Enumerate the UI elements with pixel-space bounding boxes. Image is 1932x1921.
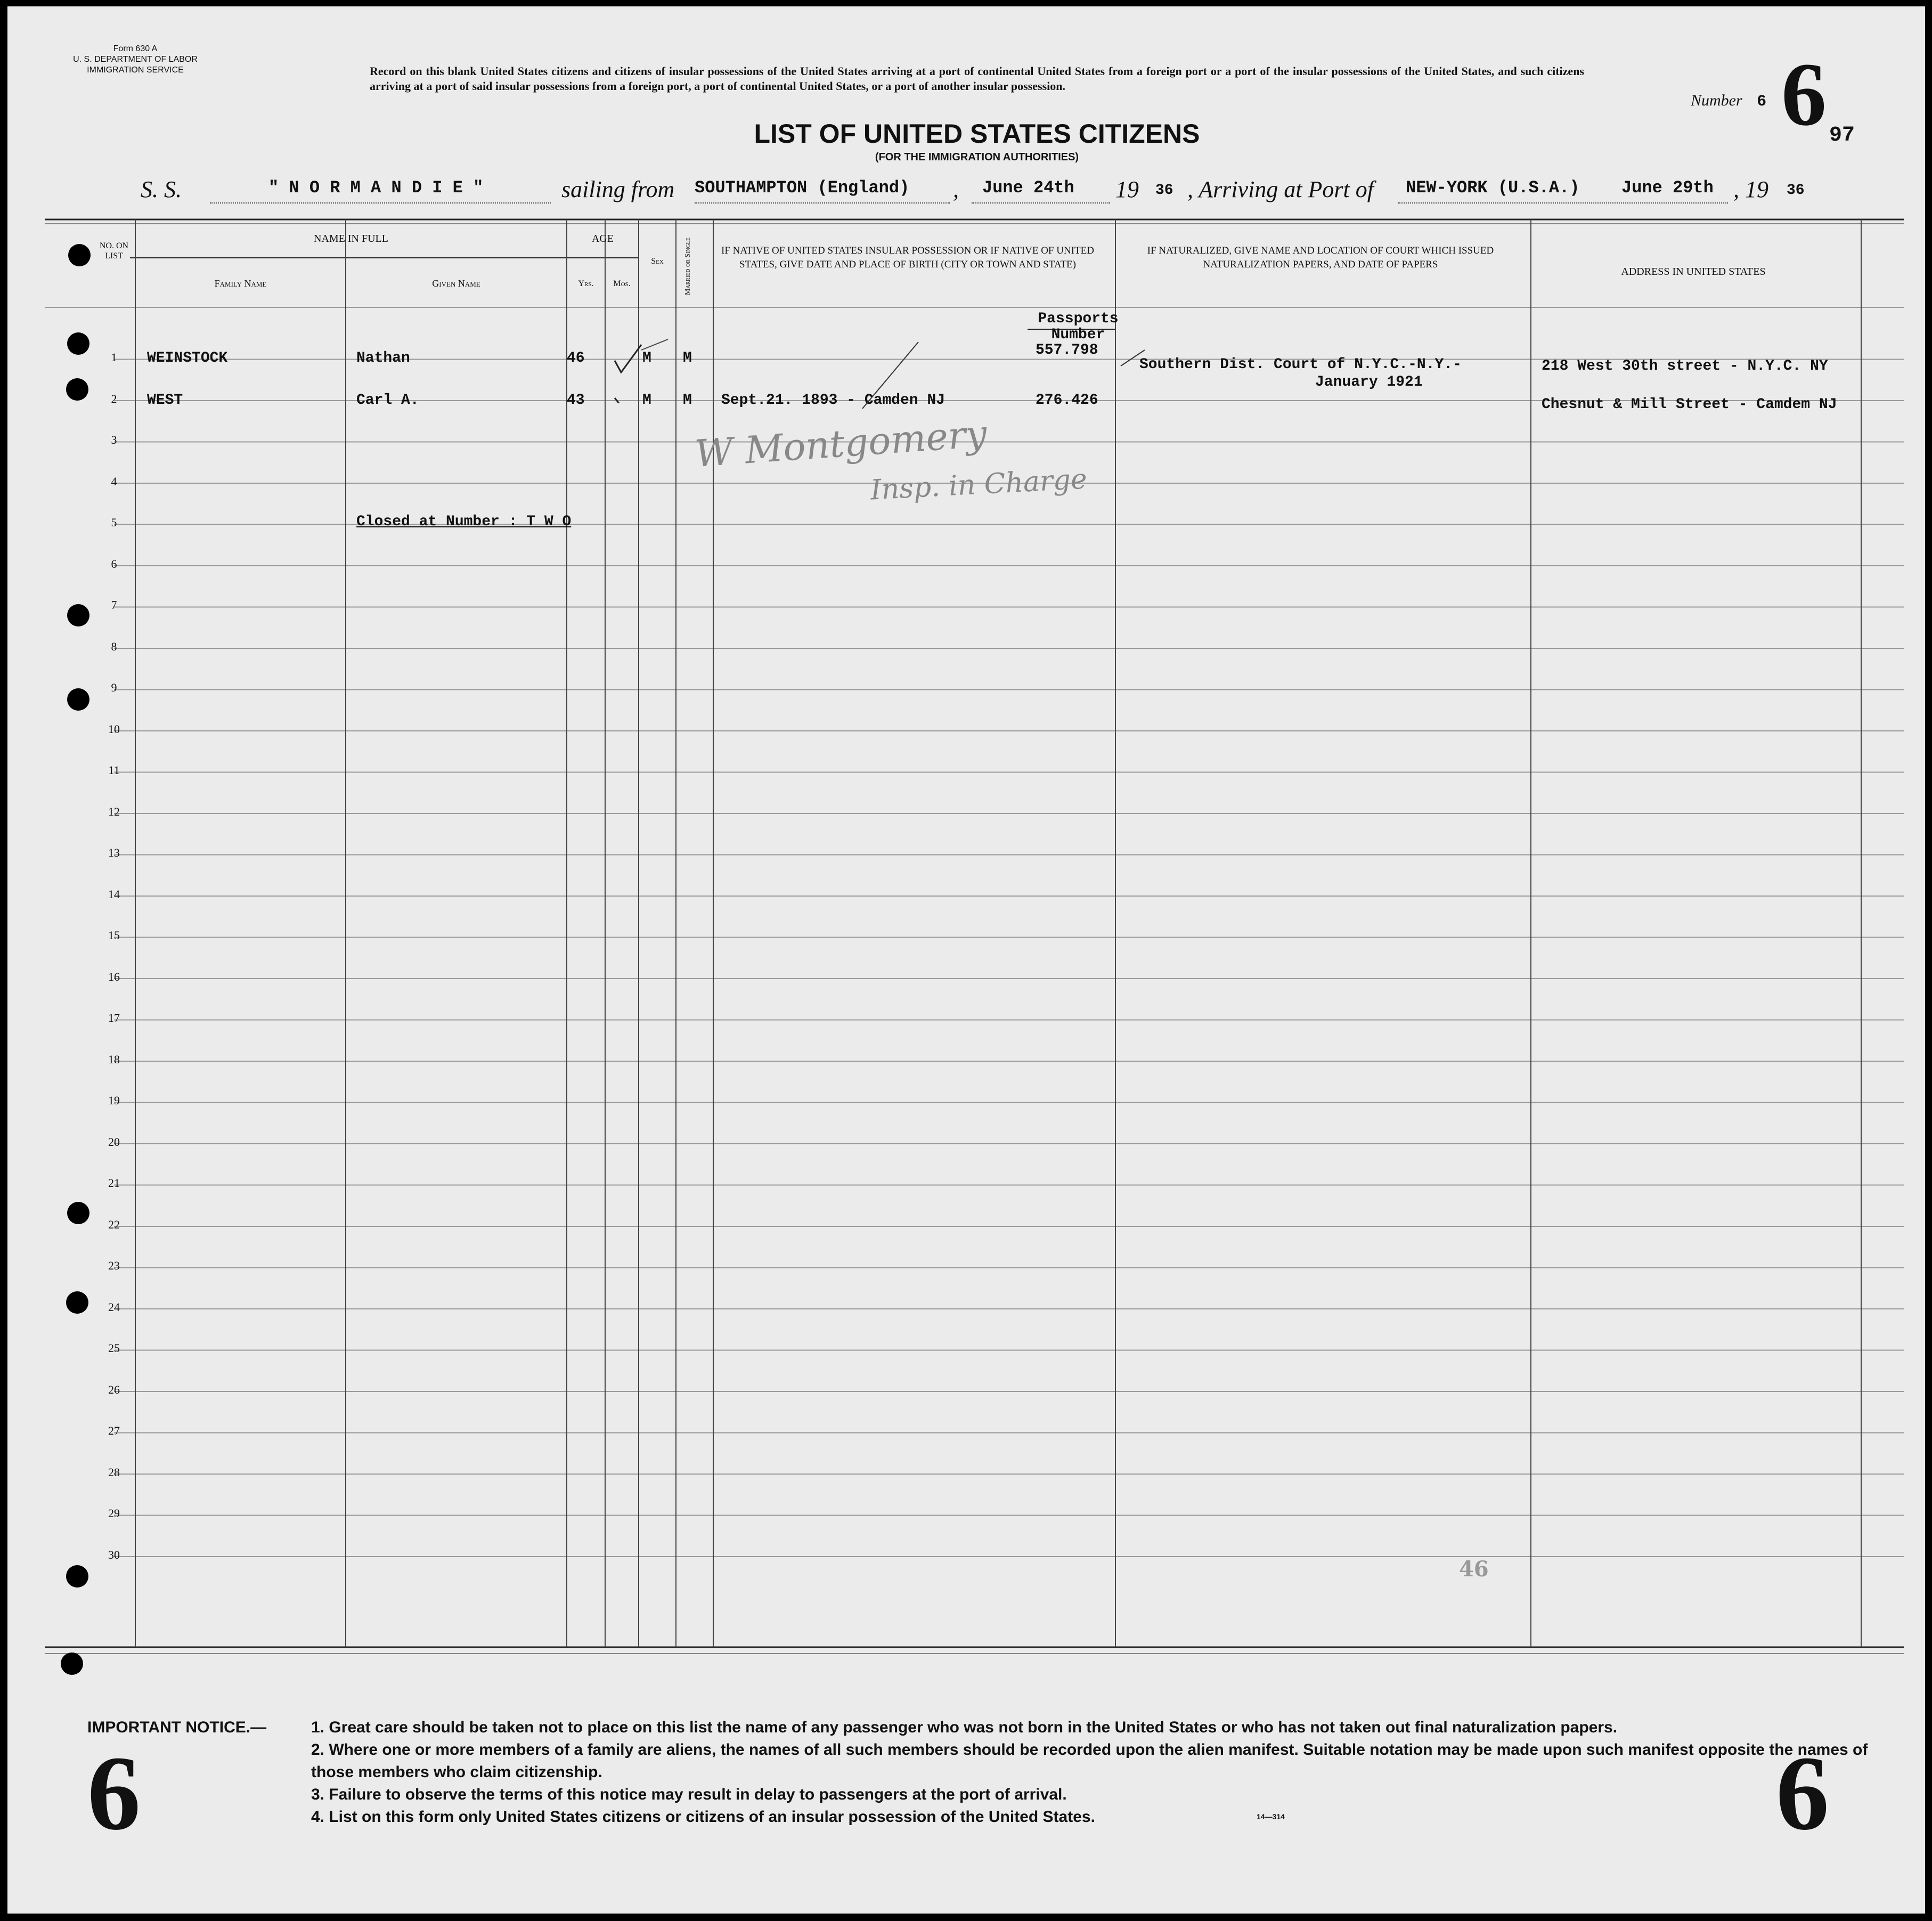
arrival-port: NEW-YORK (U.S.A.) <box>1406 178 1580 198</box>
departure-year-prefix: 19 <box>1115 176 1139 202</box>
form-instructions: Record on this blank United States citizens and citizens of insular possessions of the United States arriving at a port of continental United States from a foreign port or a port of the insular possessions of the United States, and such citizens arriving at a port of said insular possessions from a foreign port, a port of continental United States, or a port of another insular possession. <box>370 64 1584 93</box>
row-number: 9 <box>111 681 117 694</box>
ship-name: " N O R M A N D I E " <box>268 178 484 198</box>
row-number: 10 <box>108 722 120 736</box>
row-number: 4 <box>111 474 117 488</box>
pencil-stroke <box>860 337 924 411</box>
arrival-year-prefix: , 19 <box>1733 176 1768 202</box>
signature-title: Insp. in Charge <box>869 463 1088 507</box>
sheet-number-big: 6 <box>1781 44 1827 144</box>
sheet-number-extra: 97 <box>1829 124 1855 148</box>
row-number: 29 <box>108 1507 120 1520</box>
row-number: 27 <box>108 1424 120 1437</box>
row-number: 22 <box>108 1217 120 1231</box>
row-number: 2 <box>111 392 117 405</box>
header-family-name: Family Name <box>214 278 267 289</box>
sailing-from-label: sailing from <box>561 176 675 202</box>
passport-header: Passports Number <box>1038 311 1119 343</box>
notice-item: 2. Where one or more members of a family are aliens, the names of all such members should be recorded upon the alien manifest. Suitable notation may be made upon such manifest opposite the names of those members who claim citizenship. <box>311 1741 1868 1781</box>
notice-lead: IMPORTANT NOTICE.— <box>87 1719 267 1736</box>
page-subtitle: (FOR THE IMMIGRATION AUTHORITIES) <box>875 151 1079 163</box>
header-given-name: Given Name <box>432 278 480 289</box>
entry-address: 218 West 30th street - N.Y.C. NY <box>1542 358 1828 375</box>
manifest-grid <box>7 6 1925 1914</box>
header-mos: Mos. <box>613 279 631 288</box>
ss-label: S. S. <box>141 176 182 202</box>
form-code: 14—314 <box>1257 1812 1285 1821</box>
row-number: 24 <box>108 1300 120 1314</box>
number-small: 6 <box>1757 93 1767 111</box>
row-number: 14 <box>108 887 120 901</box>
header-address: ADDRESS IN UNITED STATES <box>1621 266 1766 278</box>
header-sex: Sex <box>651 257 664 266</box>
entry-address: Chesnut & Mill Street - Camdem NJ <box>1542 396 1837 413</box>
row-number: 19 <box>108 1094 120 1107</box>
row-number: 8 <box>111 639 117 653</box>
arriving-label: , Arriving at Port of <box>1187 176 1374 202</box>
row-number: 6 <box>111 557 117 571</box>
entry-birth: Sept.21. 1893 - Camden NJ <box>721 392 945 409</box>
departure-year: 36 <box>1155 182 1173 199</box>
check-mark-icon <box>615 345 641 372</box>
row-number: 26 <box>108 1382 120 1396</box>
entry-marital-status: M <box>683 392 692 409</box>
entry-marital-status: M <box>683 350 692 367</box>
header-naturalized: IF NATURALIZED, GIVE NAME AND LOCATION OF COURT WHICH ISSUED NATURALIZATION PAPERS, AND DATE OF PAPERS <box>1147 245 1494 270</box>
stamp-number: 46 <box>1459 1557 1489 1582</box>
row-number: 15 <box>108 929 120 942</box>
entry-passport-number: 557.798 <box>1036 342 1098 359</box>
row-number: 3 <box>111 433 117 446</box>
entry-court-date: January 1921 <box>1315 374 1423 390</box>
entry-sex: M <box>642 392 651 409</box>
row-number: 20 <box>108 1135 120 1149</box>
header-birth: IF NATIVE OF UNITED STATES INSULAR POSSESSION OR IF NATIVE OF UNITED STATES, GIVE DATE AND PLACE OF BIRTH (CITY OR TOWN AND STATE) <box>721 245 1094 270</box>
entry-sex: M <box>642 350 651 367</box>
header-yrs: Yrs. <box>578 279 594 288</box>
row-number: 12 <box>108 804 120 818</box>
corner-digit-left: 6 <box>87 1735 141 1852</box>
entry-given-name: Carl A. <box>356 392 419 409</box>
entry-family-name: WEINSTOCK <box>147 350 228 367</box>
row-number: 7 <box>111 598 117 612</box>
entry-age-years: 43 <box>567 392 585 409</box>
signature: W Montgomery <box>693 411 989 476</box>
page-title: LIST OF UNITED STATES CITIZENS <box>754 119 1200 149</box>
row-number: 18 <box>108 1052 120 1066</box>
closed-note: Closed at Number : T W O <box>356 514 572 530</box>
number-label: Number 6 <box>1691 92 1767 111</box>
pencil-stroke <box>1118 347 1150 369</box>
arrival-year: 36 <box>1787 182 1805 199</box>
header-name-in-full: NAME IN FULL <box>314 233 388 245</box>
row-number: 11 <box>108 763 120 777</box>
check-mark-icon <box>615 398 621 403</box>
row-number: 17 <box>108 1011 120 1024</box>
check-marks <box>609 339 673 403</box>
header-age: AGE <box>591 233 614 245</box>
notice-item: 4. List on this form only United States citizens or citizens of an insular possession of the United States. <box>311 1808 1095 1826</box>
notice-item: 3. Failure to observe the terms of this notice may result in delay to passengers at the port of arrival. <box>311 1786 1067 1803</box>
departure-port: SOUTHAMPTON (England) <box>695 178 910 198</box>
row-number: 13 <box>108 846 120 859</box>
row-number: 21 <box>108 1176 120 1190</box>
document-sheet: Form 630 A U. S. DEPARTMENT OF LABOR IMMIGRATION SERVICE Record on this blank United States citizens and citizens of insular possessions of the United States arriving at a port of continental United States from a foreign port or a port of the insular possessions of the United States, and such citizens arriving at a port of said insular possessions from a foreign port, a port of continental United States, or a port of another insular possession. Number 6 6 97 LIST OF UNITED STATES CITIZENS (FOR THE IMMIGRATION AUTHORITIES) S. S. " N O R M A N D I E " sailing from SOUTHAMPTON (England) , June 24th 19 36 , Arriving at Port of NEW-YORK (U.S.A.) June 29th , 19 36 NO. ON LIST NAME IN FULL Family Name Given Name AGE Yrs. Mos. Sex Married or Single IF NATIVE OF UNITED STATES INSULAR POSSESSION OR IF NATIVE OF UNITED STATES, GIVE DATE AND PLACE OF BIRTH (CITY OR TOWN AND STATE) IF NATURALIZED, GIVE NAME AND LOCATION OF COURT WHICH ISSUED NATURALIZATION PAPERS, AND DATE OF PAPERS ADDRESS IN UNITED STATES Passports Number 1 2 3 4 5 6 7 8 9 10 11 12 13 14 15 16 17 18 19 20 21 22 23 24 25 26 27 28 29 30 WEINSTOCK Nathan 46 M M 557.798 Southern Dist. Court of N.Y.C.-N.Y.- January 1921 218 West 30th street - N.Y.C. NY WEST Carl A. 43 M M Sept.21. 1893 - Camden NJ 276.426 Chesnut & Mill Street - Camdem NJ Closed at Number : T W O W Montgomery Insp. in Charge 46 IMPORTANT NOTICE.— 1. Great care should be taken not to place on this list the name of any passenger who was not born in the United States or who has not taken out final naturalization papers. 2. Where one or more members of a family are aliens, the names of all such members should be recorded upon the alien manifest. Suitable notation may be made upon such manifest opposite the names of those members who claim citizenship. 3. Failure to observe the terms of this notice may result in delay to passengers at the port of arrival. 4. List on this form only United States citizens or citizens of an insular possession of the United States. 14—314 6 6 <box>7 6 1925 1914</box>
row-number: 16 <box>108 970 120 983</box>
row-number: 23 <box>108 1259 120 1272</box>
arrival-date: June 29th <box>1621 178 1714 198</box>
notice-item: 1. Great care should be taken not to place on this list the name of any passenger who was not born in the United States or who has not taken out final naturalization papers. <box>311 1719 1618 1736</box>
row-number: 30 <box>108 1548 120 1561</box>
department: U. S. DEPARTMENT OF LABOR <box>73 55 198 64</box>
entry-court: Southern Dist. Court of N.Y.C.-N.Y.- <box>1139 356 1462 373</box>
row-number: 5 <box>111 516 117 529</box>
header-no-on-list: NO. ON LIST <box>99 241 129 261</box>
entry-passport-number: 276.426 <box>1036 392 1098 409</box>
header-married-single: Married or Single <box>684 237 692 296</box>
important-notice <box>87 1716 1872 1828</box>
form-number: Form 630 A <box>113 44 158 53</box>
row-number: 28 <box>108 1465 120 1479</box>
service: IMMIGRATION SERVICE <box>87 66 184 75</box>
entry-age-years: 46 <box>567 350 585 367</box>
entry-family-name: WEST <box>147 392 183 409</box>
corner-digit-right: 6 <box>1776 1735 1829 1852</box>
row-number: 1 <box>111 351 117 364</box>
row-number: 25 <box>108 1341 120 1355</box>
departure-date: June 24th <box>982 178 1074 198</box>
entry-given-name: Nathan <box>356 350 410 367</box>
